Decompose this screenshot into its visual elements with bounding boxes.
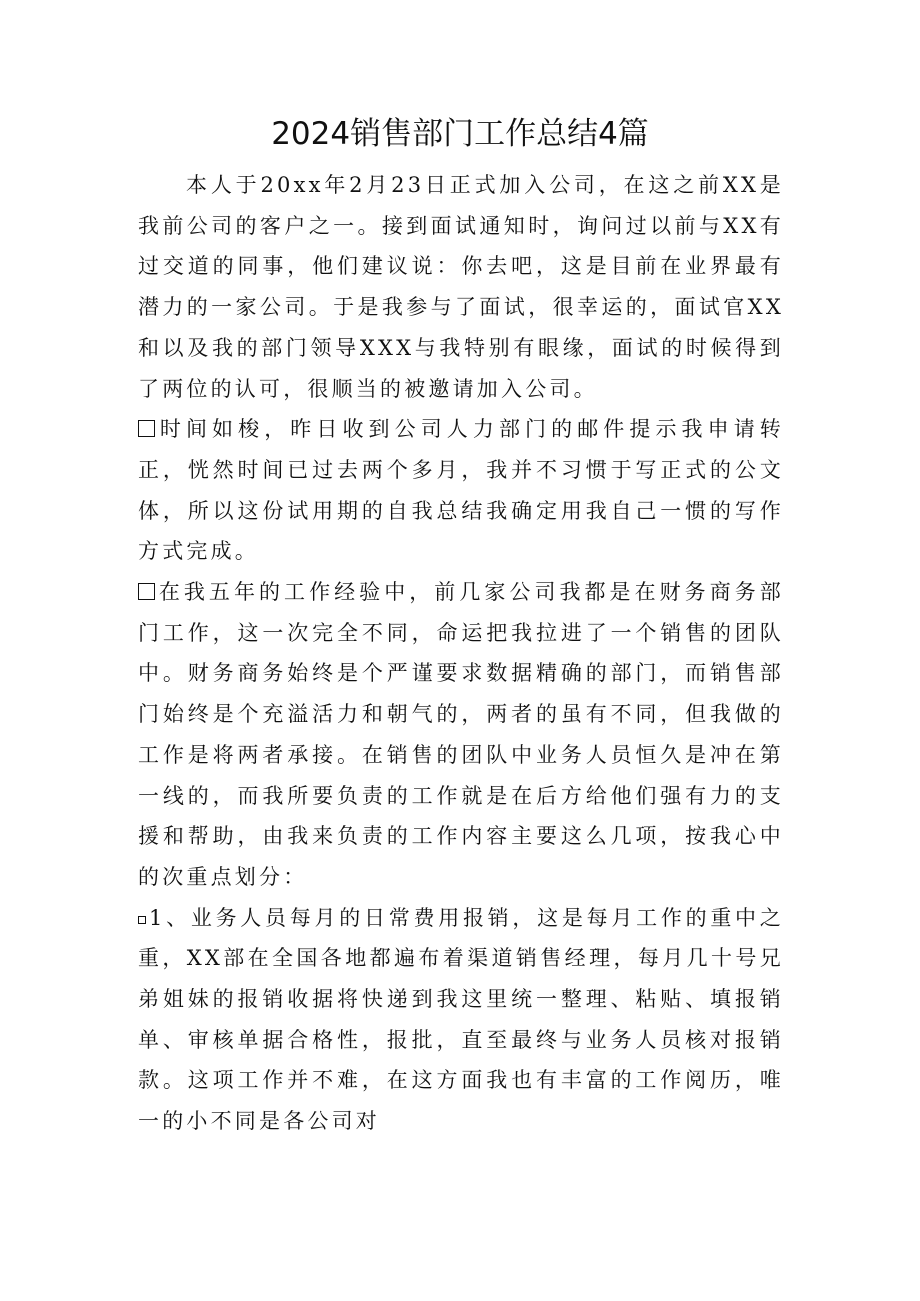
paragraph-text: 在我五年的工作经验中，前几家公司我都是在财务商务部门工作，这一次完全不同，命运把我拉进了一个销售的团队中。财务商务始终是个严谨要求数据精确的部门，而销售部门始终是个充溢活力和朝气的，两者的虽有不同，但我做的工作是将两者承接。在销售的团队中业务人员恒久是冲在第一线的，而我所要负责的工作就是在后方给他们强有力的支援和帮助，由我来负责的工作内容主要这么几项，按我心中的次重点划分： [138, 580, 784, 889]
paragraph-probation [138, 409, 784, 572]
small-square-icon [138, 916, 146, 924]
checkbox-square-icon [138, 420, 155, 437]
paragraph-text: 时间如梭，昨日收到公司人力部门的邮件提示我申请转正，恍然时间已过去两个多月，我并不习惯于写正式的公文体，所以这份试用期的自我总结我确定用我自己一惯的写作方式完成。 [138, 417, 784, 564]
paragraph-text: 本人于20xx年2月23日正式加入公司，在这之前XX是我前公司的客户之一。接到面试通知时，询问过以前与XX有过交道的同事，他们建议说：你去吧，这是目前在业界最有潜力的一家公司。于是我参与了面试，很幸运的，面试官XX和以及我的部门领导XXX与我特别有眼缘，面试的时候得到了两位的认可，很顺当的被邀请加入公司。 [138, 173, 784, 401]
paragraph-text: 1、业务人员每月的日常费用报销，这是每月工作的重中之重，XX部在全国各地都遍布着渠道销售经理，每月几十号兄弟姐妹的报销收据将快递到我这里统一整理、粘贴、填报销单、审核单据合格性，报批，直至最终与业务人员核对报销款。这项工作并不难，在这方面我也有丰富的工作阅历，唯一的小不同是各公司对 [138, 905, 784, 1134]
checkbox-square-icon [138, 583, 155, 600]
paragraph-intro [138, 165, 784, 409]
paragraph-item-1 [138, 898, 784, 1142]
document-body [138, 165, 784, 1142]
paragraph-experience [138, 572, 784, 898]
document-title: 2024销售部门工作总结4篇 [271, 116, 649, 152]
